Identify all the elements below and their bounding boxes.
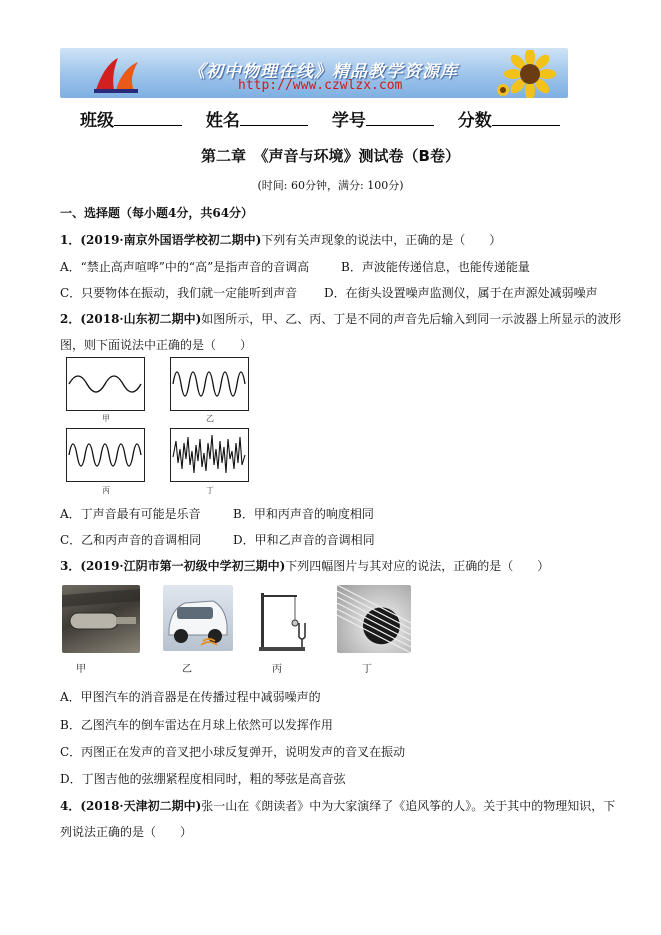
option-b: B．乙图汽车的倒车雷达在月球上依然可以发挥作用 xyxy=(60,718,333,732)
score-label: 分数 xyxy=(457,111,492,131)
option-c: C．丙图正在发声的音叉把小球反复弹开，说明发声的音叉在振动 xyxy=(60,745,406,759)
option-a: A．甲图汽车的消音器是在传播过程中减弱噪声的 xyxy=(60,690,321,704)
question-source: (2019·江阴市第一初级中学初三期中) xyxy=(80,559,286,573)
photo-label-bing: 丙 xyxy=(272,664,282,675)
question-4-stem xyxy=(60,797,615,814)
option-a: A．“禁止高声喧哗”中的“高”是指声音的音调高 xyxy=(60,260,310,274)
option-d: D．在街头设置噪声监测仪，属于在声源处减弱噪声 xyxy=(324,286,598,300)
photo-label-jia: 甲 xyxy=(76,664,86,675)
waveform-label-yi: 乙 xyxy=(206,414,214,423)
waveform-bing xyxy=(66,428,145,482)
waveform-jia xyxy=(66,357,145,411)
question-text: 如图所示，甲、乙、丙、丁是不同的声音先后输入到同一示波器上所显示的波形 xyxy=(201,312,622,326)
option-d: D．丁图吉他的弦绷紧程度相同时，粗的琴弦是高音弦 xyxy=(60,772,346,786)
banner-url: http://www.czwlzx.com xyxy=(238,78,403,93)
question-source: (2018·天津初二期中) xyxy=(80,799,202,813)
photo-label-ding: 丁 xyxy=(362,664,372,675)
car-radar-photo xyxy=(163,585,233,651)
question-2-stem xyxy=(60,310,621,327)
waveform-label-bing: 丙 xyxy=(102,486,110,495)
banner-title: 《初中物理在线》精品教学资源库 xyxy=(188,62,458,82)
name-blank xyxy=(240,109,308,126)
question-4-stem-cont: 列说法正确的是（ ） xyxy=(60,825,193,839)
option-b: B．声波能传递信息，也能传递能量 xyxy=(341,260,530,274)
student-info-line xyxy=(80,106,578,131)
option-b: B．甲和丙声音的响度相同 xyxy=(233,507,374,521)
question-number: 4． xyxy=(60,799,81,813)
question-3-stem xyxy=(60,557,549,574)
waveform-label-ding: 丁 xyxy=(206,486,214,495)
tuning-fork-photo xyxy=(255,585,317,653)
question-source: (2019·南京外国语学校初二期中) xyxy=(80,233,262,247)
logo-icon xyxy=(88,52,148,96)
waveform-yi xyxy=(170,357,249,411)
header-banner xyxy=(60,48,568,98)
question-2-stem-cont: 图，则下面说法中正确的是（ ） xyxy=(60,338,253,352)
question-number: 3． xyxy=(60,559,81,573)
sunflower-icon xyxy=(495,50,565,98)
class-blank xyxy=(114,109,182,126)
score-blank xyxy=(492,109,560,126)
question-text: 下列有关声现象的说法中，正确的是（ ） xyxy=(261,233,502,247)
waveform-label-jia: 甲 xyxy=(102,414,110,423)
question-text: 下列四幅图片与其对应的说法，正确的是（ ） xyxy=(285,559,550,573)
id-label: 学号 xyxy=(331,111,366,131)
question-source: (2018·山东初二期中) xyxy=(80,312,202,326)
muffler-photo xyxy=(62,585,140,653)
question-text: 张一山在《朗读者》中为大家演绎了《追风筝的人》。关于其中的物理知识，下 xyxy=(201,799,616,813)
option-a: A．丁声音最有可能是乐音 xyxy=(60,507,201,521)
photo-label-yi: 乙 xyxy=(182,664,192,675)
option-d: D．甲和乙声音的音调相同 xyxy=(233,533,375,547)
option-c: C．只要物体在振动，我们就一定能听到声音 xyxy=(60,286,298,300)
exam-info: (时间: 60分钟，满分: 100分) xyxy=(257,179,404,192)
question-number: 2． xyxy=(60,312,81,326)
name-label: 姓名 xyxy=(205,111,240,131)
class-label: 班级 xyxy=(80,111,114,131)
guitar-photo xyxy=(337,585,411,653)
question-1-stem xyxy=(60,231,501,248)
option-c: C．乙和丙声音的音调相同 xyxy=(60,533,202,547)
section-heading: 一、选择题（每小题4分，共64分） xyxy=(60,206,254,220)
question-number: 1． xyxy=(60,233,81,247)
waveform-ding xyxy=(170,428,249,482)
id-blank xyxy=(366,109,434,126)
page-title: 第二章 《声音与环境》测试卷（B卷） xyxy=(201,147,460,165)
